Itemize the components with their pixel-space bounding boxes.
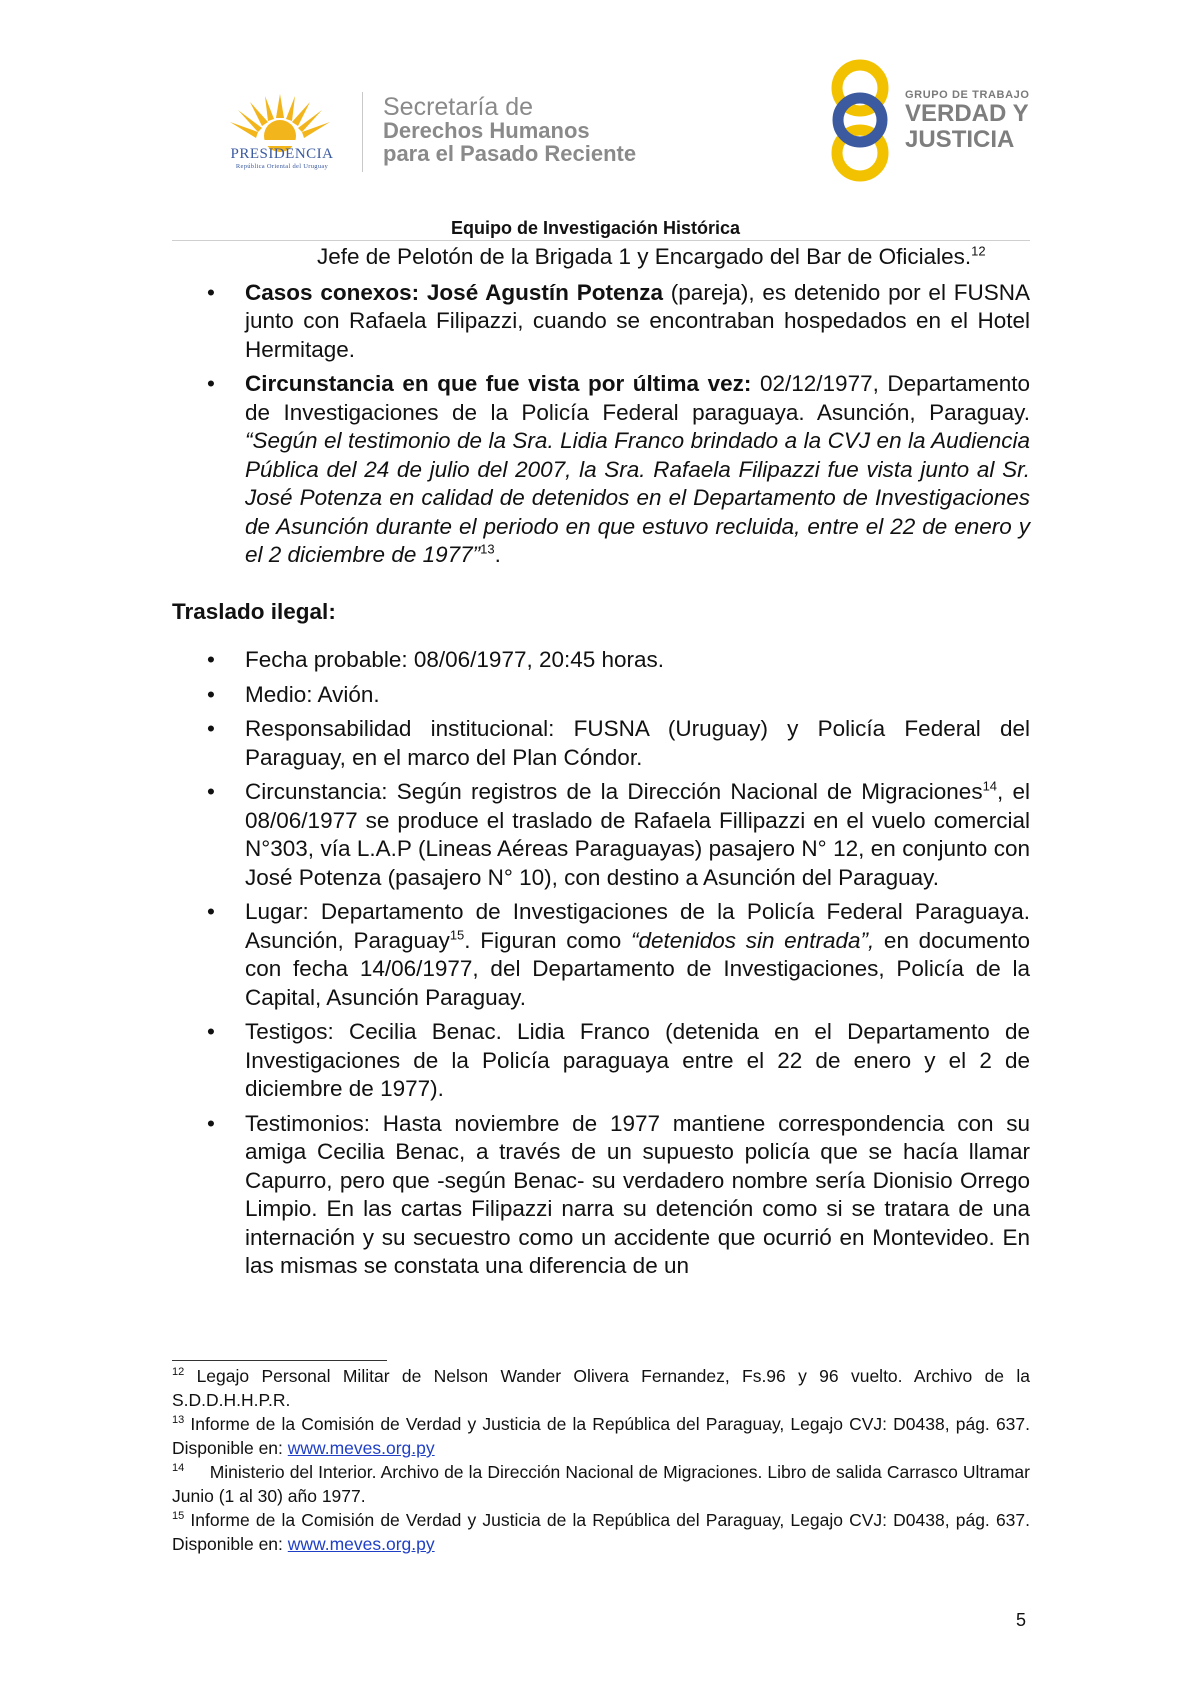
circ-label: Circunstancia en que fue vista por última vez: <box>245 371 752 396</box>
footnote-15 <box>172 1508 1030 1556</box>
list-item-testigos <box>172 1018 1030 1104</box>
bullet: • <box>207 899 215 924</box>
secretaria-line-3: para el Pasado Reciente <box>383 141 637 166</box>
footnote-ref-12: 12 <box>971 243 986 259</box>
secretaria-wordmark <box>383 93 637 166</box>
justicia-label: JUSTICIA <box>905 126 1015 153</box>
verdad-label: VERDAD Y <box>905 100 1029 127</box>
footnote-number: 15 <box>172 1510 185 1523</box>
footnote-number: 12 <box>172 1366 185 1379</box>
footnote-number: 14 <box>172 1462 185 1475</box>
verdad-justicia-wordmark <box>905 89 1030 153</box>
section-title: Traslado ilegal: <box>172 598 336 624</box>
footnote-number: 13 <box>172 1414 185 1427</box>
lugar-text-a: Lugar: Departamento de Investigaciones de la Policía Federal Paraguaya. Asunción, Paraguay <box>245 899 1030 953</box>
footnote-ref-14: 14 <box>982 778 998 794</box>
running-title: Equipo de Investigación Histórica <box>450 218 741 238</box>
casos-text: (pareja), es detenido por el FUSNA junto con Rafaela Filipazzi, cuando se encontraban hospedados en el Hotel Hermitage. <box>245 279 1030 362</box>
list-item-responsabilidad <box>172 715 1030 772</box>
list-item-lugar <box>172 898 1030 1012</box>
bullet: • <box>207 1110 215 1136</box>
list-item-circunstancia-vista <box>172 370 1030 570</box>
bullet: • <box>207 681 215 707</box>
secretaria-line-1: Secretaría de <box>383 93 534 121</box>
continuation-text: Jefe de Pelotón de la Brigada 1 y Encargado del Bar de Oficiales. <box>317 244 972 269</box>
traslado-list <box>172 646 1030 1281</box>
bullet: • <box>207 716 215 741</box>
lugar-text-c: en documento con fecha 14/06/1977, del Departamento de Investigaciones, Policía de la Capital, Asunción Paraguay. <box>245 927 1030 1010</box>
lugar-quote: “detenidos sin entrada”, <box>630 927 875 953</box>
list-item-fecha <box>172 646 1030 675</box>
list-item-medio <box>172 681 1030 710</box>
circ-text: 02/12/1977, Departamento de Investigaciones de la Policía Federal paraguaya. Asunción, Paraguay. <box>245 371 1030 425</box>
page-header <box>0 0 1191 200</box>
footnote-text: Informe de la Comisión de Verdad y Justicia de la República del Paraguay, Legajo CVJ: D0438, pág. 637. Disponible en: <box>172 1414 1030 1458</box>
footnote-12 <box>172 1364 1030 1412</box>
presidencia-label: PRESIDENCIA <box>230 146 334 162</box>
lugar-text-b: . Figuran como <box>464 927 631 953</box>
meves-link[interactable]: www.meves.org.py <box>287 1534 435 1554</box>
bullet: • <box>207 371 215 396</box>
header-divider <box>362 92 363 172</box>
footnote-text: Legajo Personal Militar de Nelson Wander Olivera Fernandez, Fs.96 y 96 vuelto. Archivo de la S.D.D.H.H.P.R. <box>172 1366 1030 1410</box>
footnote-ref-15: 15 <box>449 927 465 942</box>
document-body <box>172 243 1030 1287</box>
verdad-justicia-rings-logo <box>820 58 900 183</box>
casos-label: Casos conexos: José Agustín Potenza <box>245 279 663 305</box>
list-item-circunstancia <box>172 778 1030 892</box>
fecha-text: Fecha probable: 08/06/1977, 20:45 horas. <box>245 647 665 672</box>
circ-quote: “Según el testimonio de la Sra. Lidia Franco brindado a la CVJ en la Audiencia Pública del 24 de julio del 2007, la Sra. Rafaela Filipazzi fue vista junto al Sr. José Potenza en calidad de detenidos en el Departamento de Investigaciones de Asunción durante el periodo en que estuvo recluida, entre el 22 de enero y el 2 diciembre de 1977” <box>245 428 1030 567</box>
footnote-text: Ministerio del Interior. Archivo de la Dirección Nacional de Migraciones. Libro de salida Carrasco Ultramar Junio (1 al 30) año 1977. <box>172 1462 1035 1506</box>
footnote-text: Informe de la Comisión de Verdad y Justicia de la República del Paraguay, Legajo CVJ: D0438, pág. 637. Disponible en: <box>172 1510 1030 1554</box>
bullet: • <box>207 779 215 804</box>
bullet: • <box>207 279 215 305</box>
bullet: • <box>207 647 215 672</box>
presidencia-subtitle: República Oriental del Uruguay <box>235 163 329 170</box>
footnote-13 <box>172 1412 1030 1460</box>
secretaria-line-2: Derechos Humanos <box>383 118 590 143</box>
continued-paragraph <box>172 243 1030 272</box>
footnote-14 <box>172 1460 1035 1508</box>
grupo-label: GRUPO DE TRABAJO <box>905 89 1030 101</box>
bullet: • <box>207 1019 215 1044</box>
circunstancia-text-b: , el 08/06/1977 se produce el traslado de Rafaela Fillipazzi en el vuelo comercial N°303, vía L.A.P (Lineas Aéreas Paraguayas) pasajero N° 12, en conjunto con José Potenza (pasajero N° 10), con destino a Asunción del Paraguay. <box>245 779 1030 890</box>
responsabilidad-text: Responsabilidad institucional: FUSNA (Uruguay) y Policía Federal del Paraguay, en el marco del Plan Cóndor. <box>245 716 1030 770</box>
medio-text: Medio: Avión. <box>245 681 380 707</box>
detention-list <box>172 279 1030 570</box>
header-rule <box>172 240 1030 241</box>
footnotes <box>172 1364 1035 1556</box>
circ-end: . <box>494 542 501 567</box>
circunstancia-text-a: Circunstancia: Según registros de la Dirección Nacional de Migraciones <box>245 779 983 804</box>
footnote-ref-13: 13 <box>480 541 495 557</box>
list-item-testimonios <box>172 1110 1030 1281</box>
footnote-separator <box>172 1360 387 1361</box>
page-number: 5 <box>1016 1610 1027 1630</box>
list-item-casos-conexos <box>172 279 1030 365</box>
meves-link[interactable]: www.meves.org.py <box>287 1438 435 1458</box>
testimonios-text: Testimonios: Hasta noviembre de 1977 mantiene correspondencia con su amiga Cecilia Benac, a través de un supuesto policía que se hacía llamar Capurro, pero que -según Benac- su verdadero nombre sería Dionisio Orrego Limpio. En las cartas Filipazzi narra su detención como si se tratara de una internación y su secuestro como un accidente que ocurrió en Montevideo. En las mismas se constata una diferencia de un <box>245 1110 1030 1278</box>
testigos-text: Testigos: Cecilia Benac. Lidia Franco (detenida en el Departamento de Investigaciones de la Policía paraguaya entre el 22 de enero y el 2 de diciembre de 1977). <box>245 1019 1030 1101</box>
